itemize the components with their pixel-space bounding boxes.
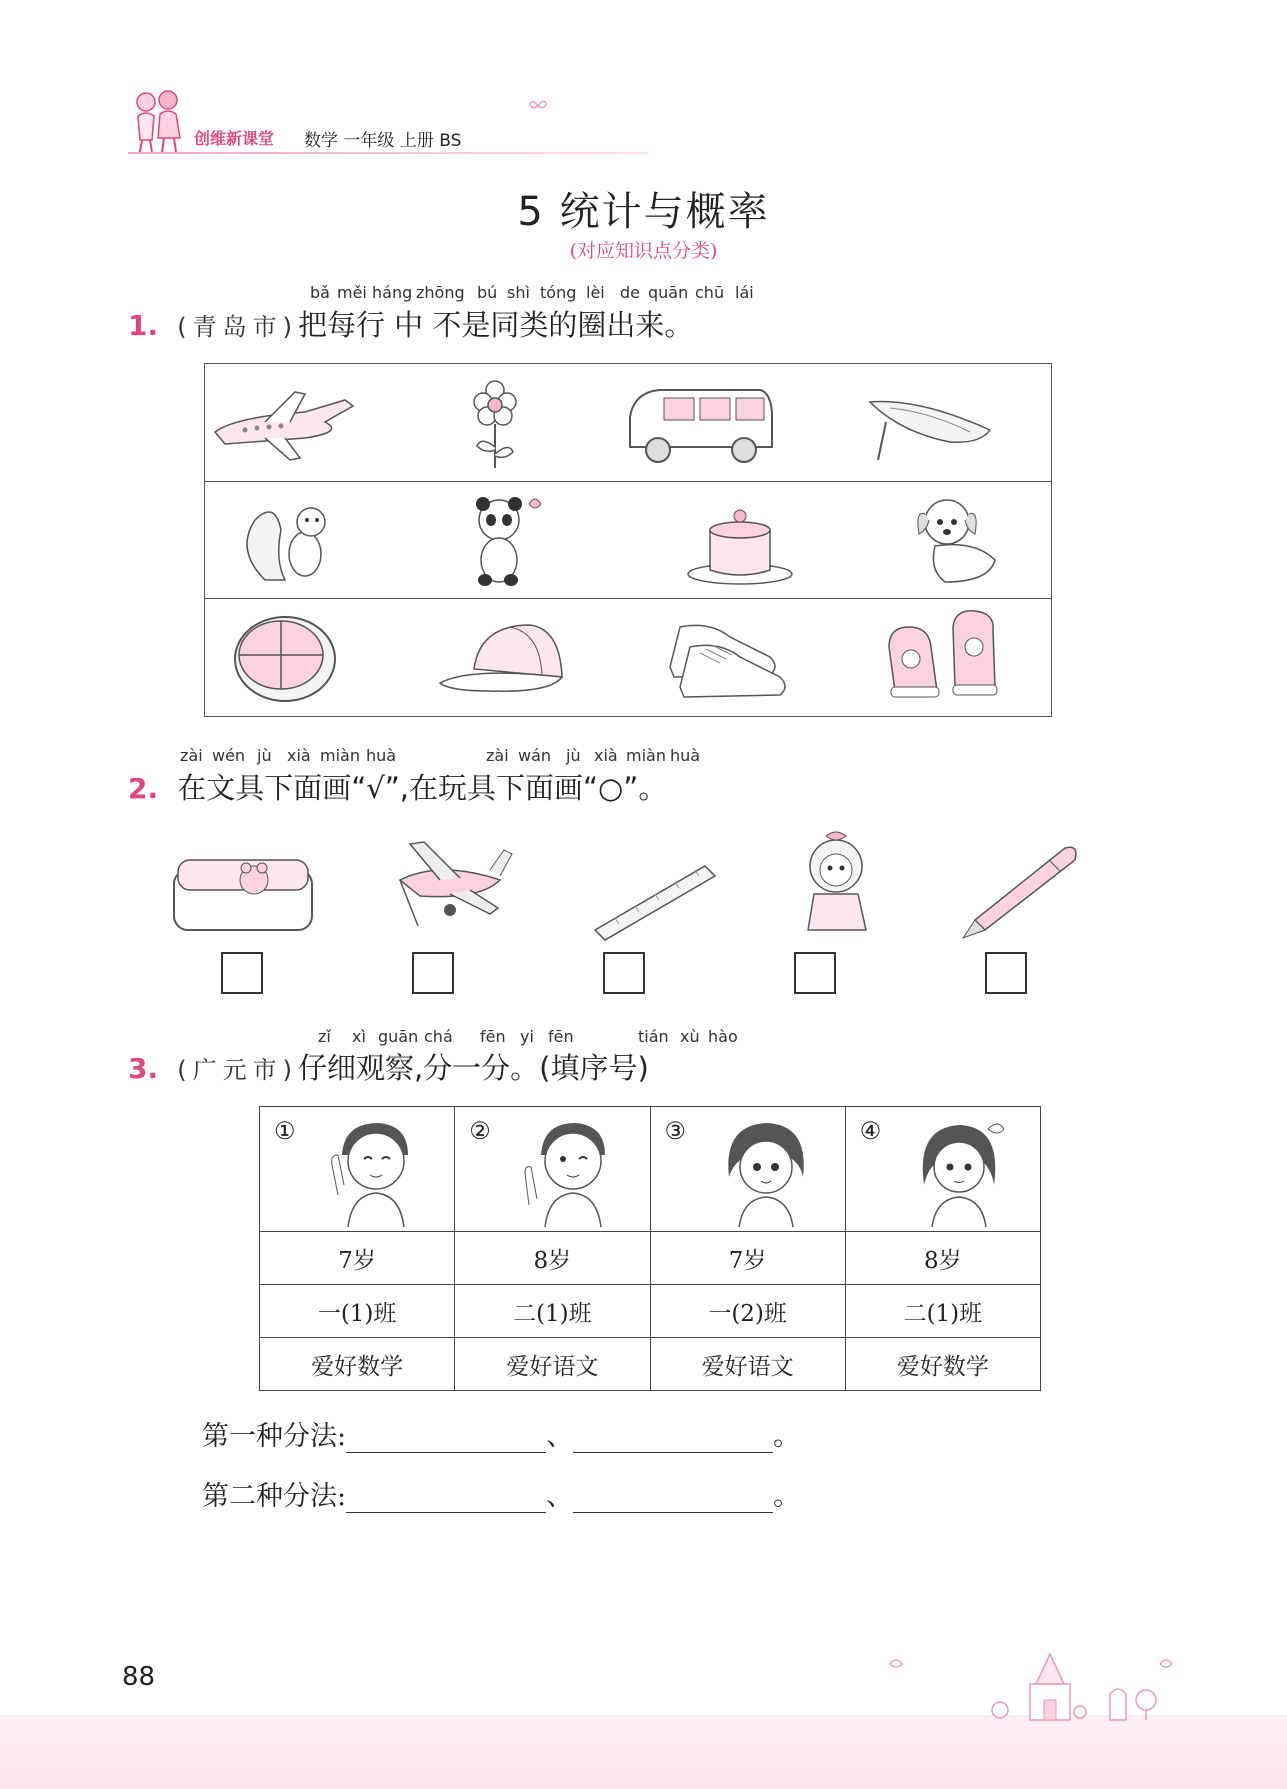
pinyin-syllable: quān [648, 283, 689, 302]
pinyin-syllable: bú [477, 283, 498, 302]
answer-label: 第二种分法: [202, 1481, 347, 1512]
pinyin-syllable: miàn [626, 746, 666, 765]
pinyin-syllable: zhōng [416, 283, 465, 302]
answer-separator: 、 [546, 1481, 574, 1512]
q1-row-2 [205, 481, 1051, 599]
q1-row-1 [205, 364, 1051, 481]
van-icon[interactable] [620, 372, 780, 472]
airplane-icon[interactable] [205, 372, 365, 472]
watermelon-icon[interactable] [215, 607, 375, 707]
answer-line-1 [202, 1414, 800, 1453]
pinyin-syllable: guān [378, 1027, 419, 1046]
pinyin-syllable: shì [507, 283, 530, 302]
q3-text: 仔细观察,分一分。(填序号) [297, 1051, 649, 1085]
pinyin-syllable: wán [518, 746, 552, 765]
q2-text: 在文具下面画“√”,在玩具下面画“○”。 [177, 771, 668, 805]
q3-number: 3. [128, 1052, 159, 1085]
answer-blank-2a[interactable] [346, 1482, 546, 1513]
cake-icon[interactable] [660, 490, 820, 590]
pinyin-syllable: zǐ [318, 1027, 331, 1046]
pinyin-syllable: xù [680, 1027, 700, 1046]
hobby-row [260, 1338, 1041, 1391]
page-number: 88 [122, 1662, 156, 1692]
mittens-icon[interactable] [875, 607, 1035, 707]
class-cell: 一(1)班 [260, 1285, 455, 1338]
girl-thinking-icon [894, 1115, 1024, 1229]
sneakers-icon[interactable] [650, 607, 810, 707]
hobby-cell: 爱好数学 [845, 1338, 1040, 1391]
pinyin-syllable: zài [486, 746, 509, 765]
pinyin-syllable: jù [257, 746, 272, 765]
castle-decoration-icon [880, 1650, 1180, 1722]
pen-icon[interactable] [945, 830, 1095, 945]
student-cell-3 [650, 1107, 845, 1232]
pinyin-syllable: xià [594, 746, 618, 765]
boat-icon[interactable] [860, 372, 1020, 472]
pinyin-syllable: huà [366, 746, 397, 765]
class-row [260, 1285, 1041, 1338]
q3-source: (广元市) [177, 1056, 298, 1084]
q1-text: 把每行 中 不是同类的圈出来。 [297, 308, 694, 342]
pinyin-syllable: chá [424, 1027, 453, 1046]
pinyin-syllable: fēn [480, 1027, 506, 1046]
ruler-icon[interactable] [585, 830, 735, 945]
student-cell-2 [455, 1107, 650, 1232]
age-cell: 7岁 [650, 1232, 845, 1285]
answer-blank-1b[interactable] [573, 1422, 773, 1453]
pinyin-syllable: lèi [586, 283, 605, 302]
answer-separator: 、 [546, 1421, 574, 1452]
answer-end: 。 [773, 1421, 801, 1452]
pencil-case-icon[interactable] [168, 830, 318, 945]
student-cell-4 [845, 1107, 1040, 1232]
pinyin-syllable: miàn [320, 746, 360, 765]
q2-pinyin [0, 746, 1287, 768]
answer-box-5[interactable] [985, 952, 1027, 994]
age-cell: 7岁 [260, 1232, 455, 1285]
puppy-icon[interactable] [885, 490, 1045, 590]
flower-icon[interactable] [415, 372, 575, 472]
student-picture-row [260, 1107, 1041, 1232]
pinyin-syllable: háng [372, 283, 413, 302]
subject-label: 数学 一年级 上册 BS [304, 131, 462, 151]
pinyin-syllable: lái [735, 283, 754, 302]
hobby-cell: 爱好语文 [650, 1338, 845, 1391]
kids-logo-icon [128, 88, 190, 154]
answer-end: 。 [773, 1481, 801, 1512]
student-id: ③ [664, 1117, 687, 1145]
pinyin-syllable: zài [180, 746, 203, 765]
toy-plane-icon[interactable] [380, 830, 530, 945]
doll-icon[interactable] [770, 830, 920, 945]
class-cell: 二(1)班 [845, 1285, 1040, 1338]
answer-box-2[interactable] [412, 952, 454, 994]
boy-waving-icon [308, 1115, 438, 1229]
student-id: ② [469, 1117, 491, 1145]
answer-label: 第一种分法: [202, 1421, 347, 1452]
pinyin-syllable: yi [520, 1027, 534, 1046]
page-title: 5 统计与概率 [517, 189, 770, 235]
student-id: ④ [859, 1117, 882, 1145]
student-cell-1 [260, 1107, 455, 1232]
pinyin-syllable: měi [337, 283, 367, 302]
pinyin-syllable: hào [708, 1027, 738, 1046]
pinyin-syllable: de [620, 283, 640, 302]
footer-band [0, 1715, 1287, 1789]
q1-number: 1. [128, 309, 159, 342]
q1-source: (青岛市) [177, 313, 298, 341]
pinyin-syllable: wén [212, 746, 246, 765]
pinyin-syllable: chū [695, 283, 725, 302]
hobby-cell: 爱好语文 [455, 1338, 650, 1391]
pinyin-syllable: tián [638, 1027, 669, 1046]
age-cell: 8岁 [845, 1232, 1040, 1285]
class-cell: 一(2)班 [650, 1285, 845, 1338]
q1-picture-grid [204, 363, 1052, 717]
hobby-cell: 爱好数学 [260, 1338, 455, 1391]
q1-row-3 [205, 598, 1051, 716]
cap-icon[interactable] [430, 607, 590, 707]
age-row [260, 1232, 1041, 1285]
header-divider [128, 152, 648, 154]
q2-number: 2. [128, 772, 159, 805]
answer-blank-2b[interactable] [573, 1482, 773, 1513]
pinyin-syllable: tóng [540, 283, 577, 302]
question-3 [128, 1046, 649, 1087]
pinyin-syllable: fēn [548, 1027, 574, 1046]
boy-pointing-icon [503, 1115, 633, 1229]
question-1 [128, 303, 693, 344]
pinyin-syllable: bǎ [310, 283, 330, 302]
question-2 [128, 766, 667, 807]
page-subtitle: (对应知识点分类) [569, 240, 718, 262]
pinyin-syllable: xià [287, 746, 311, 765]
q1-pinyin [0, 283, 1287, 305]
answer-box-1[interactable] [221, 952, 263, 994]
pinyin-syllable: huà [670, 746, 701, 765]
squirrel-icon[interactable] [225, 490, 385, 590]
brand-name: 创维新课堂 [194, 129, 275, 148]
age-cell: 8岁 [455, 1232, 650, 1285]
answer-blank-1a[interactable] [346, 1422, 546, 1453]
panda-icon[interactable] [425, 490, 585, 590]
butterfly-icon [528, 98, 548, 114]
student-info-table [259, 1106, 1041, 1391]
student-id: ① [274, 1117, 296, 1145]
answer-box-3[interactable] [603, 952, 645, 994]
answer-box-4[interactable] [794, 952, 836, 994]
pinyin-syllable: xì [352, 1027, 366, 1046]
answer-line-2 [202, 1474, 800, 1513]
pinyin-syllable: jù [566, 746, 581, 765]
class-cell: 二(1)班 [455, 1285, 650, 1338]
girl-smiling-icon [699, 1115, 829, 1229]
